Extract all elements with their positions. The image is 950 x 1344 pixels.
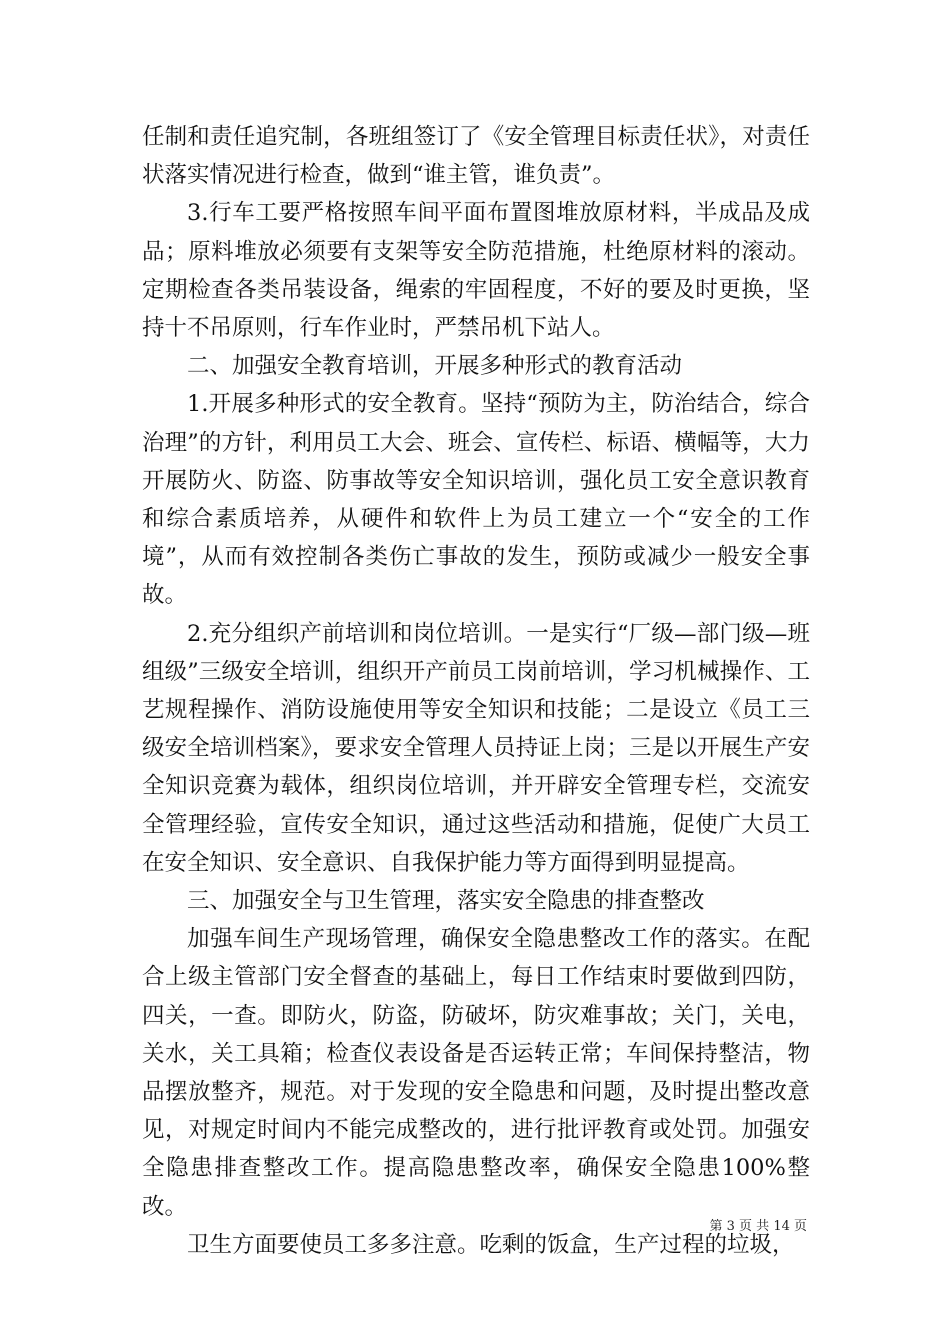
paragraph-4: 2.充分组织产前培训和岗位培训。一是实行“厂级—部门级—班组级”三级安全培训，组织开产前员工岗前培训，学习机械操作、工艺规程操作、消防设施使用等安全知识和技能；二是设立《员工三级安全培训档案》，要求安全管理人员持证上岗；三是以开展生产安全知识竞赛为载体，组织岗位培训，并开辟安全管理专栏，交流安全管理经验，宣传安全知识，通过这些活动和措施，促使广大员工在安全知识、安全意识、自我保护能力等方面得到明显提高。: [142, 620, 810, 876]
section-heading-3: 三、加强安全与卫生管理，落实安全隐患的排查整改: [187, 888, 705, 915]
paragraph-5: 加强车间生产现场管理，确保安全隐患整改工作的落实。在配合上级主管部门安全督查的基础上，每日工作结束时要做到四防，四关，一查。即防火，防盗，防破坏，防灾难事故；关门，关电，关水，关工具箱；检查仪表设备是否运转正常；车间保持整洁，物品摆放整齐，规范。对于发现的安全隐患和问题，及时提出整改意见，对规定时间内不能完成整改的，进行批评教育或处罚。加强安全隐患排查整改工作。提高隐患整改率，确保安全隐患100%整改。: [142, 926, 810, 1220]
paragraph-2: 3.行车工要严格按照车间平面布置图堆放原材料，半成品及成品；原料堆放必须要有支架等安全防范措施，杜绝原材料的滚动。定期检查各类吊装设备，绳索的牢固程度，不好的要及时更换，坚持十不吊原则，行车作业时，严禁吊机下站人。: [142, 200, 810, 342]
page-number: 第 3 页 共 14 页: [709, 1219, 807, 1234]
document-body: [142, 118, 810, 1264]
paragraph-3: 1.开展多种形式的安全教育。坚持“预防为主，防治结合，综合治理”的方针，利用员工大会、班会、宣传栏、标语、横幅等，大力开展防火、防盗、防事故等安全知识培训，强化员工安全意识教育和综合素质培养，从硬件和软件上为员工建立一个“安全的工作境”，从而有效控制各类伤亡事故的发生，预防或减少一般安全事故。: [142, 391, 810, 609]
paragraph-1: 任制和责任追究制，各班组签订了《安全管理目标责任状》，对责任状落实情况进行检查，做到“谁主管，谁负责”。: [142, 124, 810, 189]
section-heading-2: 二、加强安全教育培训，开展多种形式的教育活动: [187, 353, 683, 380]
paragraph-6: 卫生方面要使员工多多注意。吃剩的饭盒，生产过程的垃圾，: [187, 1231, 795, 1258]
